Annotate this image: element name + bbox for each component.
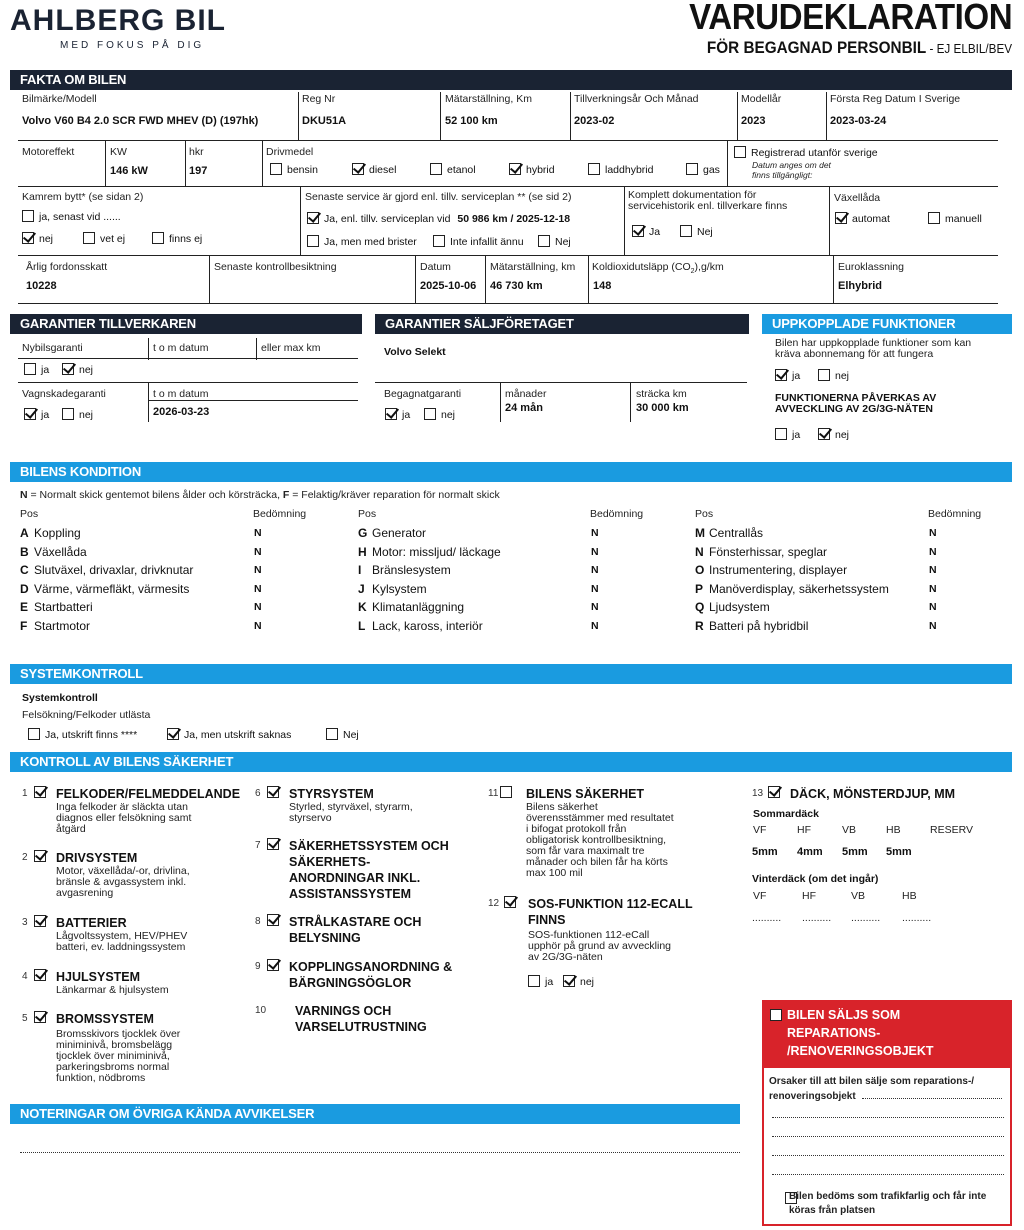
date-value: 2025-10-06 [420,280,477,292]
checkbox[interactable] [928,212,940,224]
condition-rating: N [591,564,599,577]
condition-rating: N [929,545,937,558]
system-opt-noprint[interactable]: Ja, men utskrift saknas [167,728,291,741]
odo-value: 52 100 km [445,115,498,127]
insp-odo-label: Mätarställning, km [490,261,576,273]
tom-label: t o m datum [153,342,209,354]
checkbox[interactable] [83,232,95,244]
months-label: månader [505,388,547,400]
service-yes[interactable]: Ja, enl. tillv. serviceplan vid 50 986 km / 2025-12-18 [307,212,570,225]
summer-hf: 4mm [797,846,823,858]
inspection-label: Senaste kontrollbesiktning [214,261,337,273]
condition-rating: N [929,527,937,539]
condition-legend: N = Normalt skick gentemot bilens ålder och körsträcka, F = Felaktig/kräver reparation för normalt skick [20,489,500,501]
section-garanti-salj: GARANTIER SÄLJFÖRETAGET [375,314,749,334]
checkbox[interactable] [686,163,698,175]
ecall-yes[interactable]: ja [528,975,553,988]
tire-col-hf: HF [797,824,811,836]
checkbox-checked[interactable] [385,408,397,420]
condition-key: B [20,544,29,559]
checkbox-checked[interactable] [267,914,279,926]
checkbox[interactable] [152,232,164,244]
belt-no[interactable]: nej [22,232,53,245]
used-warranty-no[interactable]: nej [424,408,455,421]
winter-hb: .......... [902,912,932,924]
checkbox-checked[interactable] [775,369,787,381]
service-defects[interactable]: Ja, men med brister [307,235,417,248]
winter-col-hb: HB [902,890,917,902]
body-warranty-label: Vagnskadegaranti [22,388,106,400]
summer-tires-label: Sommardäck [753,808,819,820]
year-label: Modellår [741,93,782,105]
condition-rating: N [254,527,262,539]
condition-key: L [358,619,366,633]
condition-rating: N [591,601,599,614]
first-reg-label: Första Reg Datum I Sverige [830,93,961,105]
condition-item-a [20,526,81,540]
condition-key: H [358,544,367,559]
summer-vb: 5mm [842,846,868,858]
system-desc: Felsökning/Felkoder utlästa [22,709,151,721]
pos-header: Pos [358,508,377,520]
winter-hf: .......... [802,912,832,924]
reg-abroad[interactable]: Registrerad utanför sverige [734,146,878,159]
condition-item-g [358,526,426,540]
page-title: VARUDEKLARATION [688,0,1012,37]
condition-item-o [695,563,847,577]
reg-abroad-note: Datum anges om det finns tillgängligt: [752,160,831,180]
fuel-diesel[interactable]: diesel [352,163,396,176]
condition-label: Lack, kaross, interiör [372,619,483,633]
condition-item-q [695,600,770,614]
section-systemkontroll: SYSTEMKONTROLL [10,664,1012,684]
section-garanti-tillverkare: GARANTIER TILLVERKAREN [10,314,362,334]
gear-manual[interactable]: manuell [928,212,982,225]
tire-col-vb: VB [842,824,857,836]
checkbox[interactable] [680,225,692,237]
belt-unknown[interactable]: vet ej [83,232,125,245]
condition-item-m [695,526,763,540]
fuel-hybrid[interactable]: hybrid [509,163,555,176]
service-no[interactable]: Nej [538,235,571,248]
pos-header: Pos [20,508,39,520]
checkbox-checked[interactable] [267,959,279,971]
condition-label: Slutväxel, drivaxlar, drivknutar [34,563,194,578]
section-noteringar: NOTERINGAR OM ÖVRIGA KÄNDA AVVIKELSER [10,1104,740,1124]
date-label: Datum [420,261,451,273]
months-value: 24 mån [505,402,543,414]
checkbox-checked[interactable] [34,915,46,927]
condition-rating: N [591,582,599,595]
network-affect-no[interactable]: nej [818,428,849,441]
connected-yes[interactable]: ja [775,369,800,382]
mfg-label: Tillverkningsår Och Månad [574,93,699,105]
condition-key: N [695,544,704,559]
system-opt-print[interactable]: Ja, utskrift finns **** [28,728,137,741]
notes-line[interactable] [20,1152,740,1153]
fuel-gas[interactable]: gas [686,163,720,176]
winter-col-vb: VB [851,890,866,902]
checkbox-checked[interactable] [34,850,46,862]
condition-key: I [358,563,362,578]
condition-rating: N [591,527,599,539]
checkbox[interactable] [528,975,540,987]
system-opt-no[interactable]: Nej [326,728,359,741]
condition-item-i [358,563,451,577]
checkbox[interactable] [270,163,282,175]
checkbox[interactable] [818,369,830,381]
gear-auto[interactable]: automat [835,212,890,225]
euro-label: Euroklassning [838,261,904,273]
condition-label: Kylsystem [372,581,427,596]
checkbox[interactable] [430,163,442,175]
condition-item-d [20,582,189,596]
winter-col-hf: HF [802,890,816,902]
checkbox[interactable] [775,428,787,440]
tire-col-reserv: RESERV [930,824,973,836]
condition-rating: N [591,620,599,632]
checkbox[interactable] [588,163,600,175]
checkbox[interactable] [22,210,34,222]
condition-label: Värme, värmefläkt, värmesits [34,581,190,596]
summer-vf: 5mm [752,846,778,858]
condition-item-k [358,600,464,614]
tire-col-vf: VF [753,824,767,836]
network-affect-title: FUNKTIONERNA PÅVERKAS AV AVVECKLING AV 2G/3G-NÄTEN [775,392,937,415]
condition-label: Ljudsystem [709,600,770,615]
winter-col-vf: VF [753,890,767,902]
belt-none[interactable]: finns ej [152,232,202,245]
condition-label: Fönsterhissar, speglar [709,544,828,559]
condition-key: J [358,581,365,596]
model-label: Bilmärke/Modell [22,93,97,105]
checkbox-checked[interactable] [352,163,364,175]
condition-key: P [695,581,704,596]
doc-label: Komplett dokumentation för servicehistorik enl. tillverkare finns [628,189,788,212]
insp-odo-value: 46 730 km [490,280,543,292]
checkbox-checked[interactable] [62,363,74,375]
condition-key: A [20,526,29,540]
condition-item-e [20,600,93,614]
condition-rating: N [929,620,937,632]
tax-label: Årlig fordonsskatt [26,261,108,273]
winter-vf: .......... [752,912,782,924]
year-value: 2023 [741,115,766,127]
fuel-bensin[interactable]: bensin [270,163,318,176]
condition-key: O [695,563,705,578]
checkbox[interactable] [424,408,436,420]
condition-key: F [20,619,28,633]
body-warranty-no[interactable]: nej [62,408,93,421]
condition-key: G [358,526,368,540]
condition-item-h [358,545,501,559]
first-reg-value: 2023-03-24 [830,115,887,127]
kw-label: KW [110,146,127,158]
seller-warranty-name: Volvo Selekt [384,346,446,358]
condition-label: Instrumentering, displayer [709,563,848,578]
condition-key: K [358,600,367,615]
co2-label: Koldioxidutsläpp $(CO_2),g/km$ [592,261,724,276]
page-subtitle: FÖR BEGAGNAD PERSONBIL - EJ ELBIL/BEV [706,38,1012,57]
checkbox[interactable] [433,235,445,247]
checkbox-checked[interactable] [768,786,780,798]
reason-line[interactable] [862,1098,1002,1099]
condition-rating: N [254,582,262,595]
checkbox[interactable] [24,363,36,375]
not-safe-text: Bilen bedöms som trafikfarlig och får inte köras från platsen [789,1191,987,1216]
euro-value: Elhybrid [838,280,883,292]
belt-label: Kamrem bytt* (se sidan 2) [22,191,144,203]
condition-label: Koppling [34,526,81,540]
condition-key: C [20,563,29,578]
body-tom-value: 2026-03-23 [153,406,210,418]
condition-rating: N [929,564,937,577]
condition-key: E [20,600,29,615]
ecall-no[interactable]: nej [563,975,594,988]
section-sakerhet: KONTROLL AV BILENS SÄKERHET [10,752,1012,772]
reason-line[interactable] [772,1136,1004,1137]
summer-hb: 5mm [886,846,912,858]
condition-label: Växellåda [34,544,87,559]
condition-label: Generator [372,526,427,540]
repair-reason: Orsaker till att bilen sälje som reparations-/ renoveringsobjekt [769,1076,975,1102]
gear-label: Växellåda [834,192,881,204]
repair-checkbox[interactable] [770,1009,782,1021]
condition-rating: N [254,601,262,614]
checkbox-checked[interactable] [34,786,46,798]
condition-label: Motor: missljud/ läckage [372,544,501,559]
service-label: Senaste service är gjord enl. tillv. serviceplan ** (se sid 2) [305,191,572,203]
condition-item-c [20,563,193,577]
doc-yes[interactable]: Ja [632,225,660,238]
checkbox-checked[interactable] [835,212,847,224]
section-uppkopplade: UPPKOPPLADE FUNKTIONER [762,314,1012,334]
checkbox-checked[interactable] [24,408,36,420]
condition-label: Klimatanläggning [372,600,465,615]
model-value: Volvo V60 B4 2.0 SCR FWD MHEV (D) (197hk) [22,115,259,127]
checkbox-checked[interactable] [34,969,46,981]
checkbox[interactable] [734,146,746,158]
checkbox[interactable] [500,786,512,798]
reason-line[interactable] [772,1174,1004,1175]
checkbox-checked[interactable] [632,225,644,237]
rating-header: Bedömning [253,508,307,520]
belt-yes[interactable]: ja, senast vid ...... [22,210,121,223]
winter-vb: .......... [851,912,881,924]
co2-value: 148 [593,280,612,292]
repair-title: BILEN SÄLJS SOM REPARATIONS- /RENOVERINGSOBJEKT [787,1008,934,1058]
checkbox-checked[interactable] [267,786,279,798]
condition-key: R [695,619,704,633]
fuel-etanol[interactable]: etanol [430,163,476,176]
condition-label: Batteri på hybridbil [709,619,809,633]
system-sub: Systemkontroll [22,692,98,704]
fuel-laddhybrid[interactable]: laddhybrid [588,163,653,176]
condition-label: Startmotor [34,619,91,633]
max-km-label: eller max km [261,342,321,354]
checkbox[interactable] [326,728,338,740]
dist-value: 30 000 km [636,402,689,414]
condition-label: Manöverdisplay, säkerhetssystem [709,581,889,596]
section-kondition: BILENS KONDITION [10,462,1012,482]
hkr-value: 197 [189,165,208,177]
dist-label: sträcka km [636,388,687,400]
body-warranty-yes[interactable]: ja [24,408,49,421]
new-warranty-no[interactable]: nej [62,363,93,376]
checkbox[interactable] [307,235,319,247]
condition-item-n [695,545,827,559]
tax-value: 10228 [26,280,57,292]
condition-label: Bränslesystem [372,563,451,578]
condition-label: Centrallås [709,526,764,540]
rating-header: Bedömning [590,508,644,520]
condition-key: M [695,526,705,540]
condition-item-l [358,619,483,633]
condition-rating: N [254,564,262,577]
tire-col-hb: HB [886,824,901,836]
rating-header: Bedömning [928,508,982,520]
service-late[interactable]: Inte infallit ännu [433,235,524,248]
odo-label: Mätarställning, Km [445,93,532,105]
used-warranty-label: Begagnatgaranti [384,388,462,400]
tagline: MED FOKUS PÅ DIG [60,40,205,51]
condition-label: Startbatteri [34,600,93,615]
reason-line[interactable] [772,1155,1004,1156]
condition-rating: N [591,545,599,558]
checkbox-checked[interactable] [504,896,516,908]
hkr-label: hkr [189,146,204,158]
new-warranty-yes[interactable]: ja [24,363,49,376]
mfg-value: 2023-02 [574,115,615,127]
power-label: Motoreffekt [22,146,75,158]
condition-item-b [20,545,87,559]
checkbox-checked[interactable] [34,1011,46,1023]
condition-rating: N [929,582,937,595]
reason-line[interactable] [772,1117,1004,1118]
condition-rating: N [254,545,262,558]
checkbox-checked[interactable] [307,212,319,224]
condition-rating: N [254,620,262,632]
section-fakta: FAKTA OM BILEN [10,70,1012,90]
checkbox-checked[interactable] [22,232,34,244]
condition-item-f [20,619,90,633]
condition-item-j [358,582,427,596]
condition-key: D [20,581,29,596]
condition-key: Q [695,600,705,615]
checkbox-checked[interactable] [509,163,521,175]
drive-label: Drivmedel [266,146,314,158]
checkbox-checked[interactable] [167,728,179,740]
used-warranty-yes[interactable]: ja [385,408,410,421]
condition-item-p [695,582,889,596]
connected-text: Bilen har uppkopplade funktioner som kan kräva abonnemang för att fungera [775,337,972,360]
checkbox[interactable] [62,408,74,420]
pos-header: Pos [695,508,714,520]
kw-value: 146 kW [110,165,148,177]
checkbox[interactable] [538,235,550,247]
checkbox-checked[interactable] [818,428,830,440]
network-affect-yes[interactable]: ja [775,428,800,441]
condition-item-r [695,619,808,633]
new-warranty-label: Nybilsgaranti [22,342,83,354]
checkbox[interactable] [28,728,40,740]
checkbox-checked[interactable] [267,838,279,850]
reg-label: Reg Nr [302,93,336,105]
body-tom-label: t o m datum [153,388,209,400]
reg-value: DKU51A [302,115,347,127]
condition-rating: N [929,601,937,614]
checkbox-checked[interactable] [563,975,575,987]
connected-no[interactable]: nej [818,369,849,382]
winter-tires-label: Vinterdäck (om det ingår) [752,873,879,885]
logo: AHLBERG BIL [10,4,226,37]
doc-no[interactable]: Nej [680,225,713,238]
